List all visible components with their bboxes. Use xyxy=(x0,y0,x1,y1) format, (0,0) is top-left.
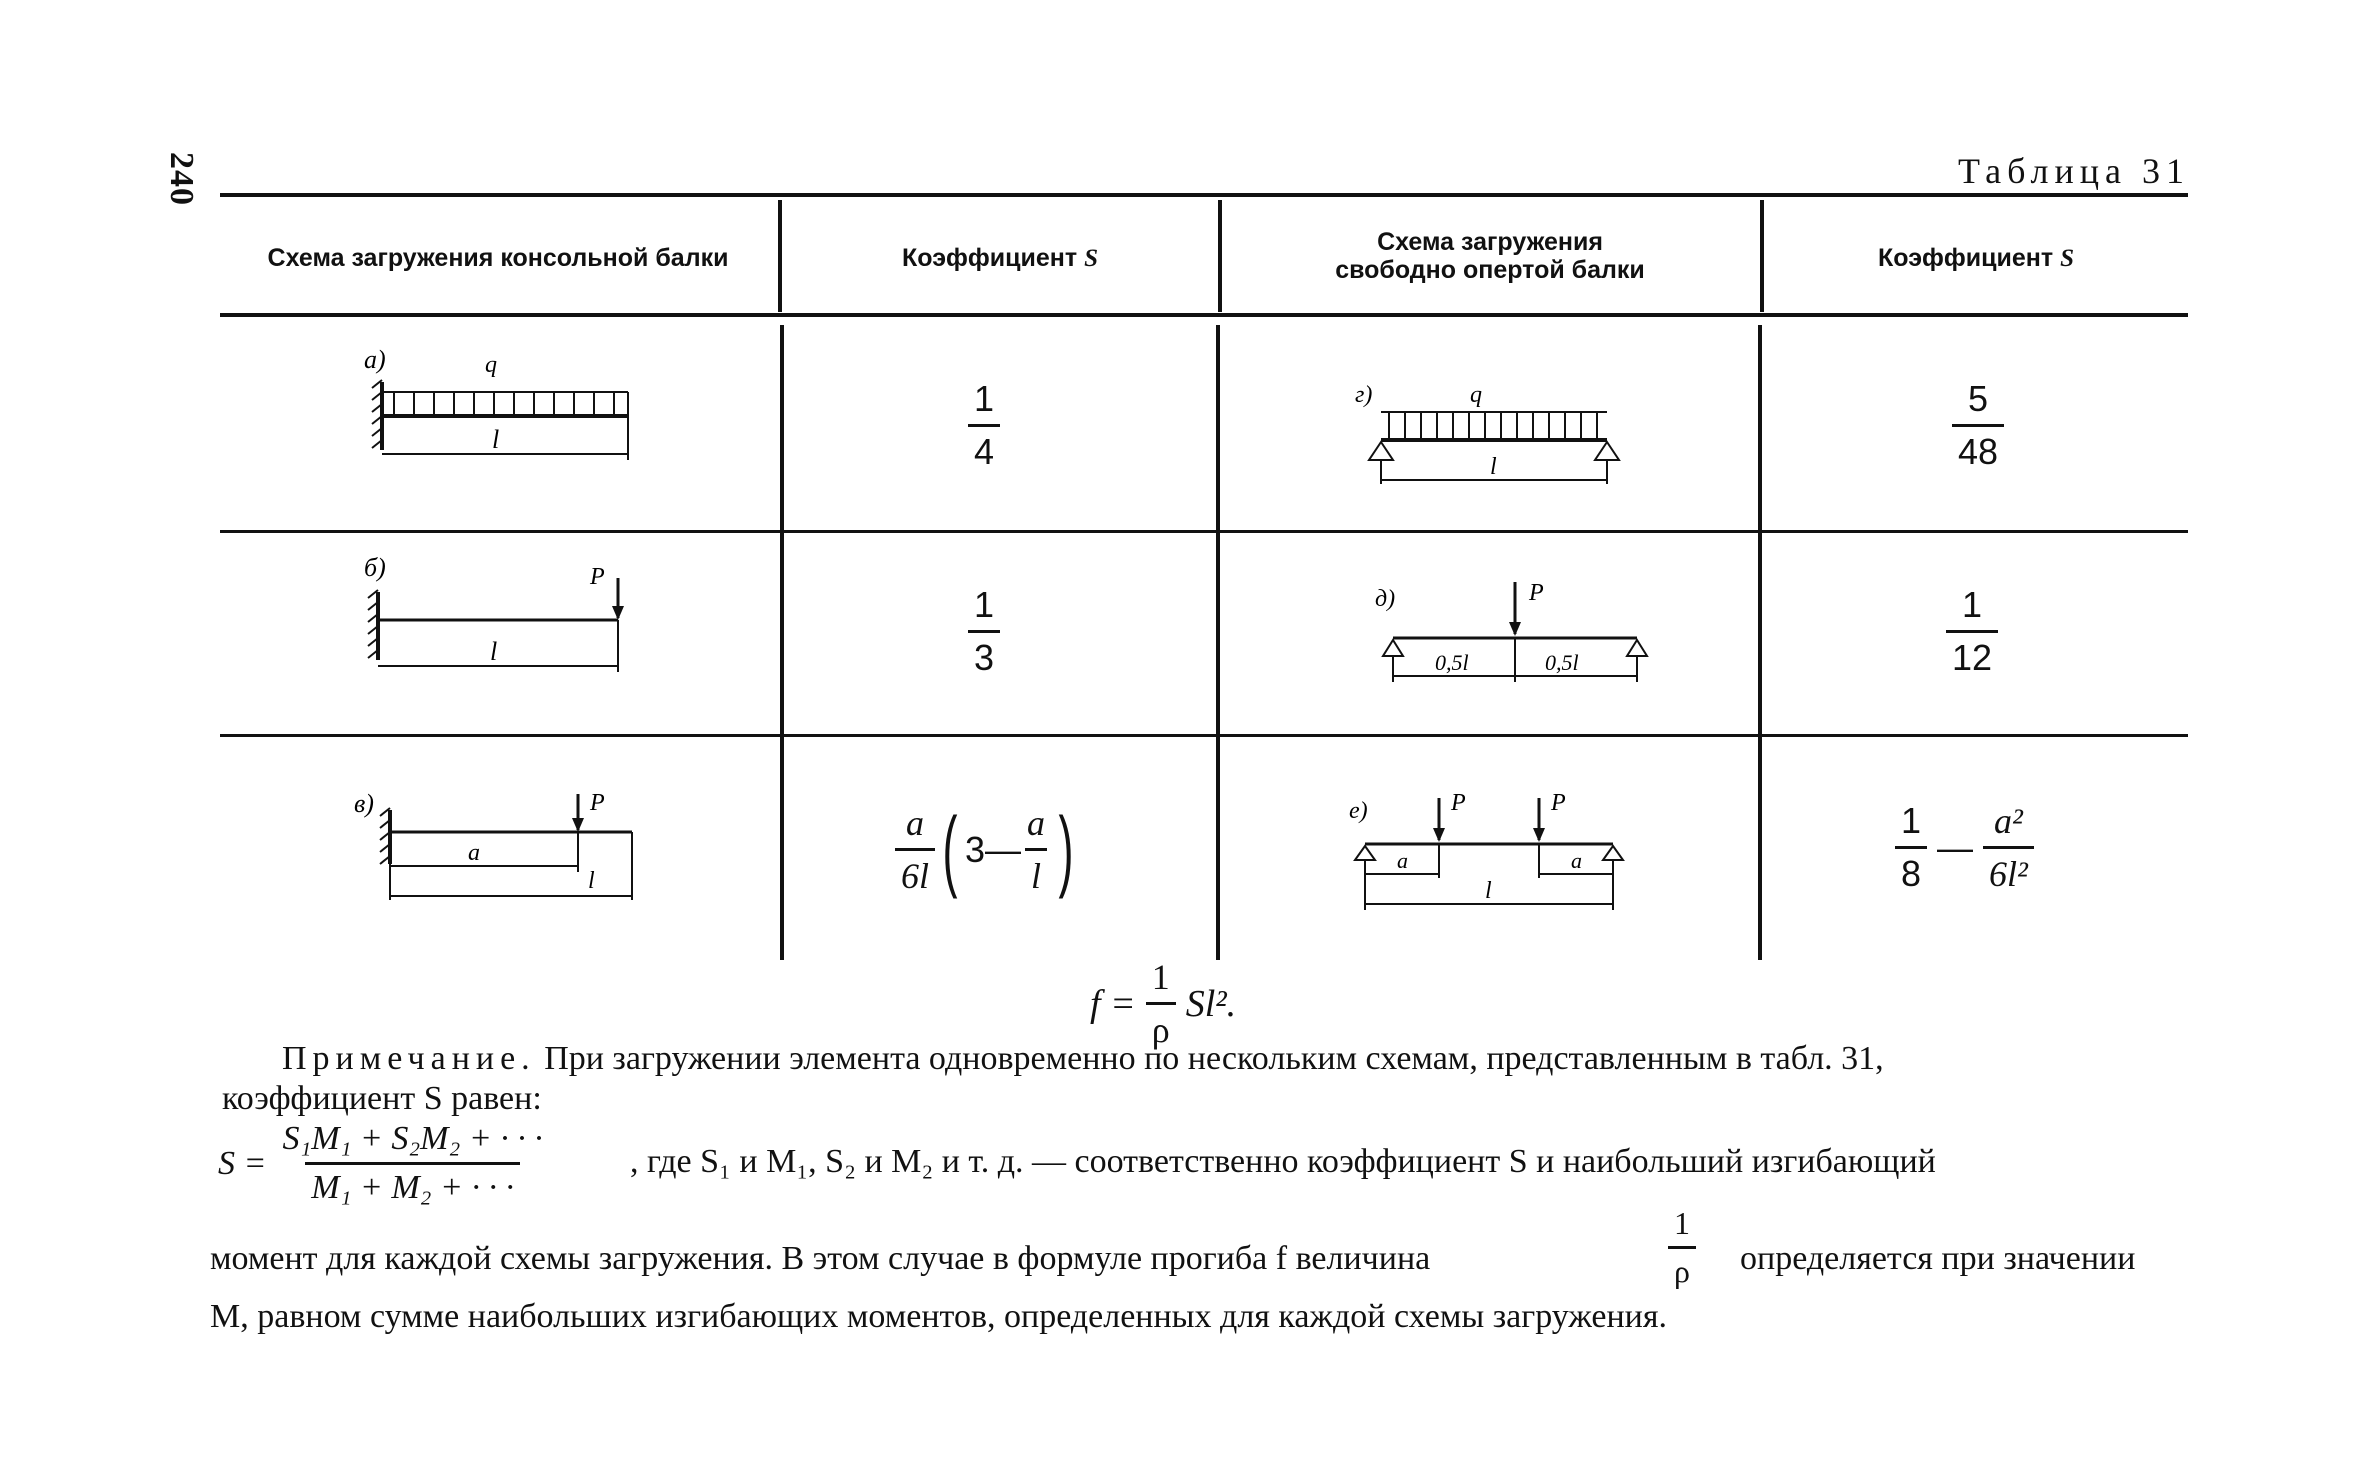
row2-bottom-rule xyxy=(220,734,2188,737)
deflection-formula-fraction: $\frac{1}{\rho}$ xyxy=(1146,956,1176,1051)
note-line-5: M, равном сумме наибольших изгибающих моментов, определенных для каждой схемы загружения. xyxy=(210,1298,1667,1335)
svg-text:l: l xyxy=(492,425,500,454)
svg-text:l: l xyxy=(1485,878,1492,904)
header-coef-s-1: Коэффициент S xyxy=(902,244,1098,272)
deflection-formula: f = $\frac{1}{\rho}$ Sl². xyxy=(1090,957,1237,1050)
header-simple-beam-scheme: Схема загружения свободно опертой балки xyxy=(1335,228,1645,284)
col-divider-1-header xyxy=(778,200,782,312)
svg-text:е): е) xyxy=(1349,798,1368,824)
note-line-2: коэффициент S равен: xyxy=(222,1080,542,1117)
svg-text:P: P xyxy=(1451,790,1466,816)
svg-text:0,5l: 0,5l xyxy=(1545,650,1579,675)
svg-text:P: P xyxy=(1529,580,1544,606)
page-number: 240 xyxy=(163,152,200,206)
header-bottom-rule xyxy=(220,313,2188,317)
svg-text:a: a xyxy=(1397,848,1408,873)
note-line-3: , где S₁ и M₁, S₂ и M₂ и т. д. — соответственно коэффициент S и наибольший изгибающий xyxy=(630,1143,1936,1180)
svg-text:l: l xyxy=(490,637,498,666)
svg-text:l: l xyxy=(1490,454,1497,480)
svg-text:l: l xyxy=(588,868,595,894)
col-divider-1 xyxy=(780,325,784,960)
table-title: Таблица 31 xyxy=(1958,151,2190,191)
svg-text:г): г) xyxy=(1355,382,1373,408)
svg-text:д): д) xyxy=(1375,586,1396,612)
s-formula: S = $\frac{\text{S₁M₁ + S₂M₂ + · · ·}}{\text{M₁ + M₂ + · · ·}}$ xyxy=(218,1120,549,1207)
note-line-4a: момент для каждой схемы загружения. В этом случае в формуле прогиба f величина xyxy=(210,1240,1431,1277)
svg-text:0,5l: 0,5l xyxy=(1435,650,1469,675)
svg-text:a: a xyxy=(1571,848,1582,873)
coef-g: $\frac{5}{48}$ xyxy=(1952,378,2004,473)
svg-text:а): а) xyxy=(364,345,386,374)
coef-v: $\frac{a}{6l}$ ( 3— $\frac{a}{l}$ ) xyxy=(895,802,1081,897)
coef-d: $\frac{1}{12}$ xyxy=(1946,584,1998,679)
diagram-e-simple-two-points xyxy=(1345,778,1645,918)
diagram-d-simple-center-point xyxy=(1365,572,1655,692)
diagram-v-cantilever-point-a xyxy=(350,782,650,907)
coef-e xyxy=(1895,800,2034,895)
svg-text:б): б) xyxy=(364,553,386,582)
diagram-g-simple-uniform xyxy=(1345,372,1645,492)
coef-v-inner: 3— xyxy=(965,828,1022,870)
coef-b: $\frac{1}{3}$ xyxy=(968,584,1000,679)
note-inline-fraction: $\frac{1}{\rho}$ xyxy=(1668,1205,1696,1290)
coef-v-fraction-1: $\frac{a}{6l}$ xyxy=(895,802,935,897)
coef-a: $\frac{1}{4}$ xyxy=(968,378,1000,473)
header-cantilever-scheme: Схема загружения консольной балки xyxy=(267,244,729,272)
svg-text:P: P xyxy=(590,790,605,816)
s-formula-fraction: $\frac{\text{S₁M₁ + S₂M₂ + · · ·}}{\text{M₁ + M₂ + · · ·}}$ xyxy=(282,1120,543,1206)
row1-bottom-rule xyxy=(220,530,2188,533)
col-divider-2 xyxy=(1216,325,1220,960)
coef-e-minus: — xyxy=(1937,826,1974,868)
svg-text:q: q xyxy=(1470,382,1482,408)
diagram-b-cantilever-point xyxy=(350,548,640,683)
note-line-4b: определяется при значении xyxy=(1740,1240,2136,1277)
coef-e-fraction-2: $\frac{\text{a²}}{\text{6l²}}$ xyxy=(1983,800,2034,895)
table-top-rule xyxy=(220,193,2188,197)
svg-text:P: P xyxy=(590,564,605,590)
diagram-a-cantilever-uniform xyxy=(350,340,650,470)
svg-text:P: P xyxy=(1551,790,1566,816)
note-line-1: Примечание. При загружении элемента одновременно по нескольким схемам, представленным в табл. 31, xyxy=(282,1040,1884,1077)
svg-text:a: a xyxy=(468,840,480,866)
svg-text:в): в) xyxy=(354,789,374,818)
coef-e-fraction-1: $\frac{1}{8}$ xyxy=(1895,800,1927,895)
col-divider-3 xyxy=(1758,325,1762,960)
svg-text:q: q xyxy=(485,352,497,378)
header-coef-s-2: Коэффициент S xyxy=(1878,244,2074,272)
coef-v-fraction-2: $\frac{a}{l}$ xyxy=(1021,802,1051,897)
